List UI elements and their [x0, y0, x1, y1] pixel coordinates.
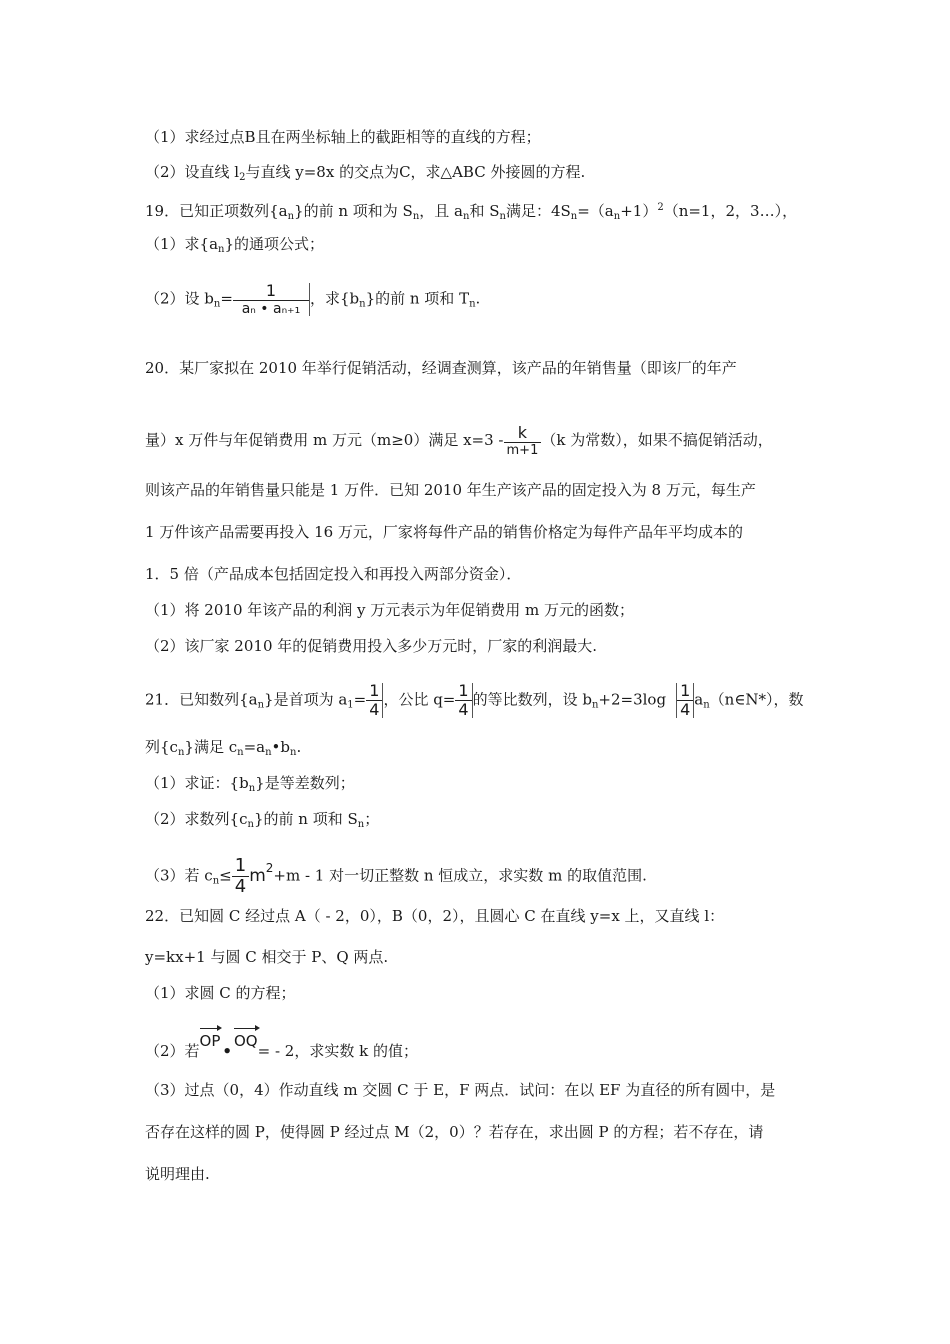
- variable: m: [249, 865, 266, 886]
- q20-line4: 1 万件该产品需要再投入 16 万元，厂家将每件产品的销售价格定为每件产品年平均成本的: [145, 523, 743, 541]
- vector-oq: OQ: [234, 1032, 258, 1050]
- q18-part2-text: 与直线 y=8x 的交点为C，求△ABC 外接圆的方程.: [245, 163, 586, 181]
- denominator: aₙ • aₙ₊₁: [233, 300, 309, 316]
- text: ，求{b: [309, 289, 360, 308]
- q18-part1: （1）求经过点B且在两坐标轴上的截距相等的直线的方程；: [145, 128, 541, 146]
- text: 21．已知数列{a: [145, 690, 258, 709]
- denominator: 4: [232, 876, 249, 896]
- q21-part1: [145, 773, 355, 799]
- text: （n=1，2，3…），: [663, 202, 798, 220]
- numerator: 1: [680, 681, 691, 700]
- text: ≤: [219, 866, 232, 885]
- text: +m - 1 对一切正整数 n 恒成立，求实数 m 的取值范围.: [273, 866, 647, 885]
- text: （n∈N*），数: [709, 690, 804, 709]
- text: ；: [364, 810, 380, 828]
- text: }的前 n 项和 T: [365, 289, 470, 308]
- subscript: n: [290, 747, 297, 758]
- text: }是首项为 a: [264, 690, 348, 709]
- text: 的等比数列，设 b: [472, 690, 592, 709]
- denominator: 4: [455, 700, 471, 718]
- text: =: [353, 690, 367, 709]
- text: }的前 n 项和 S: [253, 810, 358, 828]
- text: （2）若: [145, 1042, 200, 1060]
- subscript: n: [287, 211, 295, 222]
- m-squared: [249, 860, 274, 886]
- subscript: 2: [239, 172, 246, 183]
- q22-part1: （1）求圆 C 的方程；: [145, 984, 296, 1002]
- text: 满足：4S: [505, 202, 571, 220]
- numerator: k: [517, 423, 528, 442]
- q19-stem: [145, 198, 797, 227]
- q21-part3: [145, 857, 647, 896]
- q20-line1: 20．某厂家拟在 2010 年举行促销活动，经调查测算，该产品的年销售量（即该厂的年产: [145, 359, 737, 377]
- numerator: 1: [458, 681, 469, 700]
- text: =: [220, 289, 233, 308]
- q20-part1: （1）将 2010 年该产品的利润 y 万元表示为年促销费用 m 万元的函数；: [145, 601, 635, 619]
- q21-line2: [145, 737, 301, 763]
- text: 和 S: [469, 202, 500, 220]
- text: （1）求证：{b: [145, 774, 249, 792]
- fraction-formula: [366, 683, 383, 718]
- subscript: 1: [347, 699, 354, 711]
- subscript: n: [218, 244, 225, 255]
- text: （2）求数列{c: [145, 810, 248, 828]
- subscript: n: [357, 819, 365, 830]
- text: .: [296, 738, 302, 756]
- q20-line3: 则该产品的年销售量只能是 1 万件．已知 2010 年生产该产品的固定投入为 8 万元，每生产: [145, 481, 756, 499]
- numerator: 1: [369, 681, 380, 700]
- text: ，公比 q=: [383, 690, 456, 709]
- subscript: n: [703, 699, 710, 711]
- q19-part2: [145, 283, 480, 316]
- vector-op: OP: [199, 1032, 221, 1050]
- subscript: n: [265, 747, 272, 758]
- subscript: n: [591, 699, 599, 711]
- fraction-formula: [455, 683, 472, 718]
- text: ，且 a: [419, 202, 463, 220]
- text: 19．已知正项数列{a: [145, 202, 288, 220]
- subscript: n: [247, 819, 254, 830]
- fraction-formula: [233, 283, 310, 316]
- text: }的前 n 项和为 S: [294, 202, 413, 220]
- fraction-formula: [504, 425, 542, 457]
- q21-part2: [145, 809, 379, 835]
- text: }的通项公式；: [224, 235, 325, 253]
- text: •b: [271, 738, 290, 756]
- numerator: 1: [265, 281, 277, 300]
- subscript: n: [237, 747, 244, 758]
- q20-line2: [145, 425, 773, 457]
- q19-part1: [145, 234, 324, 260]
- q18-part2: [145, 162, 585, 188]
- subscript: n: [177, 747, 185, 758]
- subscript: n: [463, 211, 470, 222]
- subscript: n: [469, 298, 476, 310]
- subscript: n: [212, 875, 220, 887]
- text: =（a: [577, 202, 614, 220]
- text: .: [475, 289, 481, 308]
- q18-part2-text: （2）设直线 l: [145, 163, 240, 181]
- text: （3）若 c: [145, 866, 213, 885]
- text: +2=3log: [598, 690, 667, 709]
- subscript: n: [359, 298, 366, 310]
- text: }满足 c: [184, 738, 238, 756]
- denominator: 4: [677, 700, 693, 718]
- subscript: n: [213, 298, 221, 310]
- text: 列{c: [145, 738, 178, 756]
- subscript: n: [248, 783, 256, 794]
- superscript: 2: [657, 202, 664, 213]
- text: （k 为常数），如果不搞促销活动，: [541, 431, 773, 449]
- text: （2）设 b: [145, 289, 214, 308]
- text: =a: [243, 738, 266, 756]
- q20-part2: （2）该厂家 2010 年的促销费用投入多少万元时，厂家的利润最大.: [145, 637, 598, 655]
- fraction-formula: [676, 683, 694, 718]
- subscript: n: [257, 699, 265, 711]
- subscript: n: [570, 211, 578, 222]
- fraction-formula: [232, 857, 249, 896]
- dot-operator: •: [222, 1042, 232, 1060]
- text: a: [694, 690, 704, 709]
- q22-line1: 22．已知圆 C 经过点 A（ - 2，0），B（0，2），且圆心 C 在直线 y=x 上，又直线 l：: [145, 907, 725, 925]
- superscript: 2: [265, 860, 274, 875]
- subscript: n: [613, 211, 621, 222]
- text: +1）: [620, 202, 658, 220]
- q21-stem: [145, 683, 804, 718]
- denominator: 4: [366, 700, 382, 718]
- subscript: n: [412, 211, 420, 222]
- q22-part3-line3: 说明理由.: [145, 1165, 210, 1183]
- q22-line2: y=kx+1 与圆 C 相交于 P、Q 两点.: [145, 948, 389, 966]
- text: 量）x 万件与年促销费用 m 万元（m≥0）满足 x=3 -: [145, 431, 504, 449]
- text: }是等差数列；: [255, 774, 355, 792]
- text: = - 2，求实数 k 的值；: [257, 1042, 418, 1060]
- denominator: m+1: [504, 442, 542, 457]
- text: （1）求{a: [145, 235, 219, 253]
- q22-part3-line1: （3）过点（0，4）作动直线 m 交圆 C 于 E，F 两点．试问：在以 EF 为直径的所有圆中，是: [145, 1081, 776, 1099]
- q22-part3-line2: 否存在这样的圆 P，使得圆 P 经过点 M（2，0）？若存在，求出圆 P 的方程；若不存在，请: [145, 1123, 764, 1141]
- q22-part2: [145, 1031, 418, 1061]
- q20-line5: 1．5 倍（产品成本包括固定投入和再投入两部分资金）．: [145, 565, 522, 583]
- subscript: n: [499, 211, 506, 222]
- numerator: 1: [234, 855, 247, 876]
